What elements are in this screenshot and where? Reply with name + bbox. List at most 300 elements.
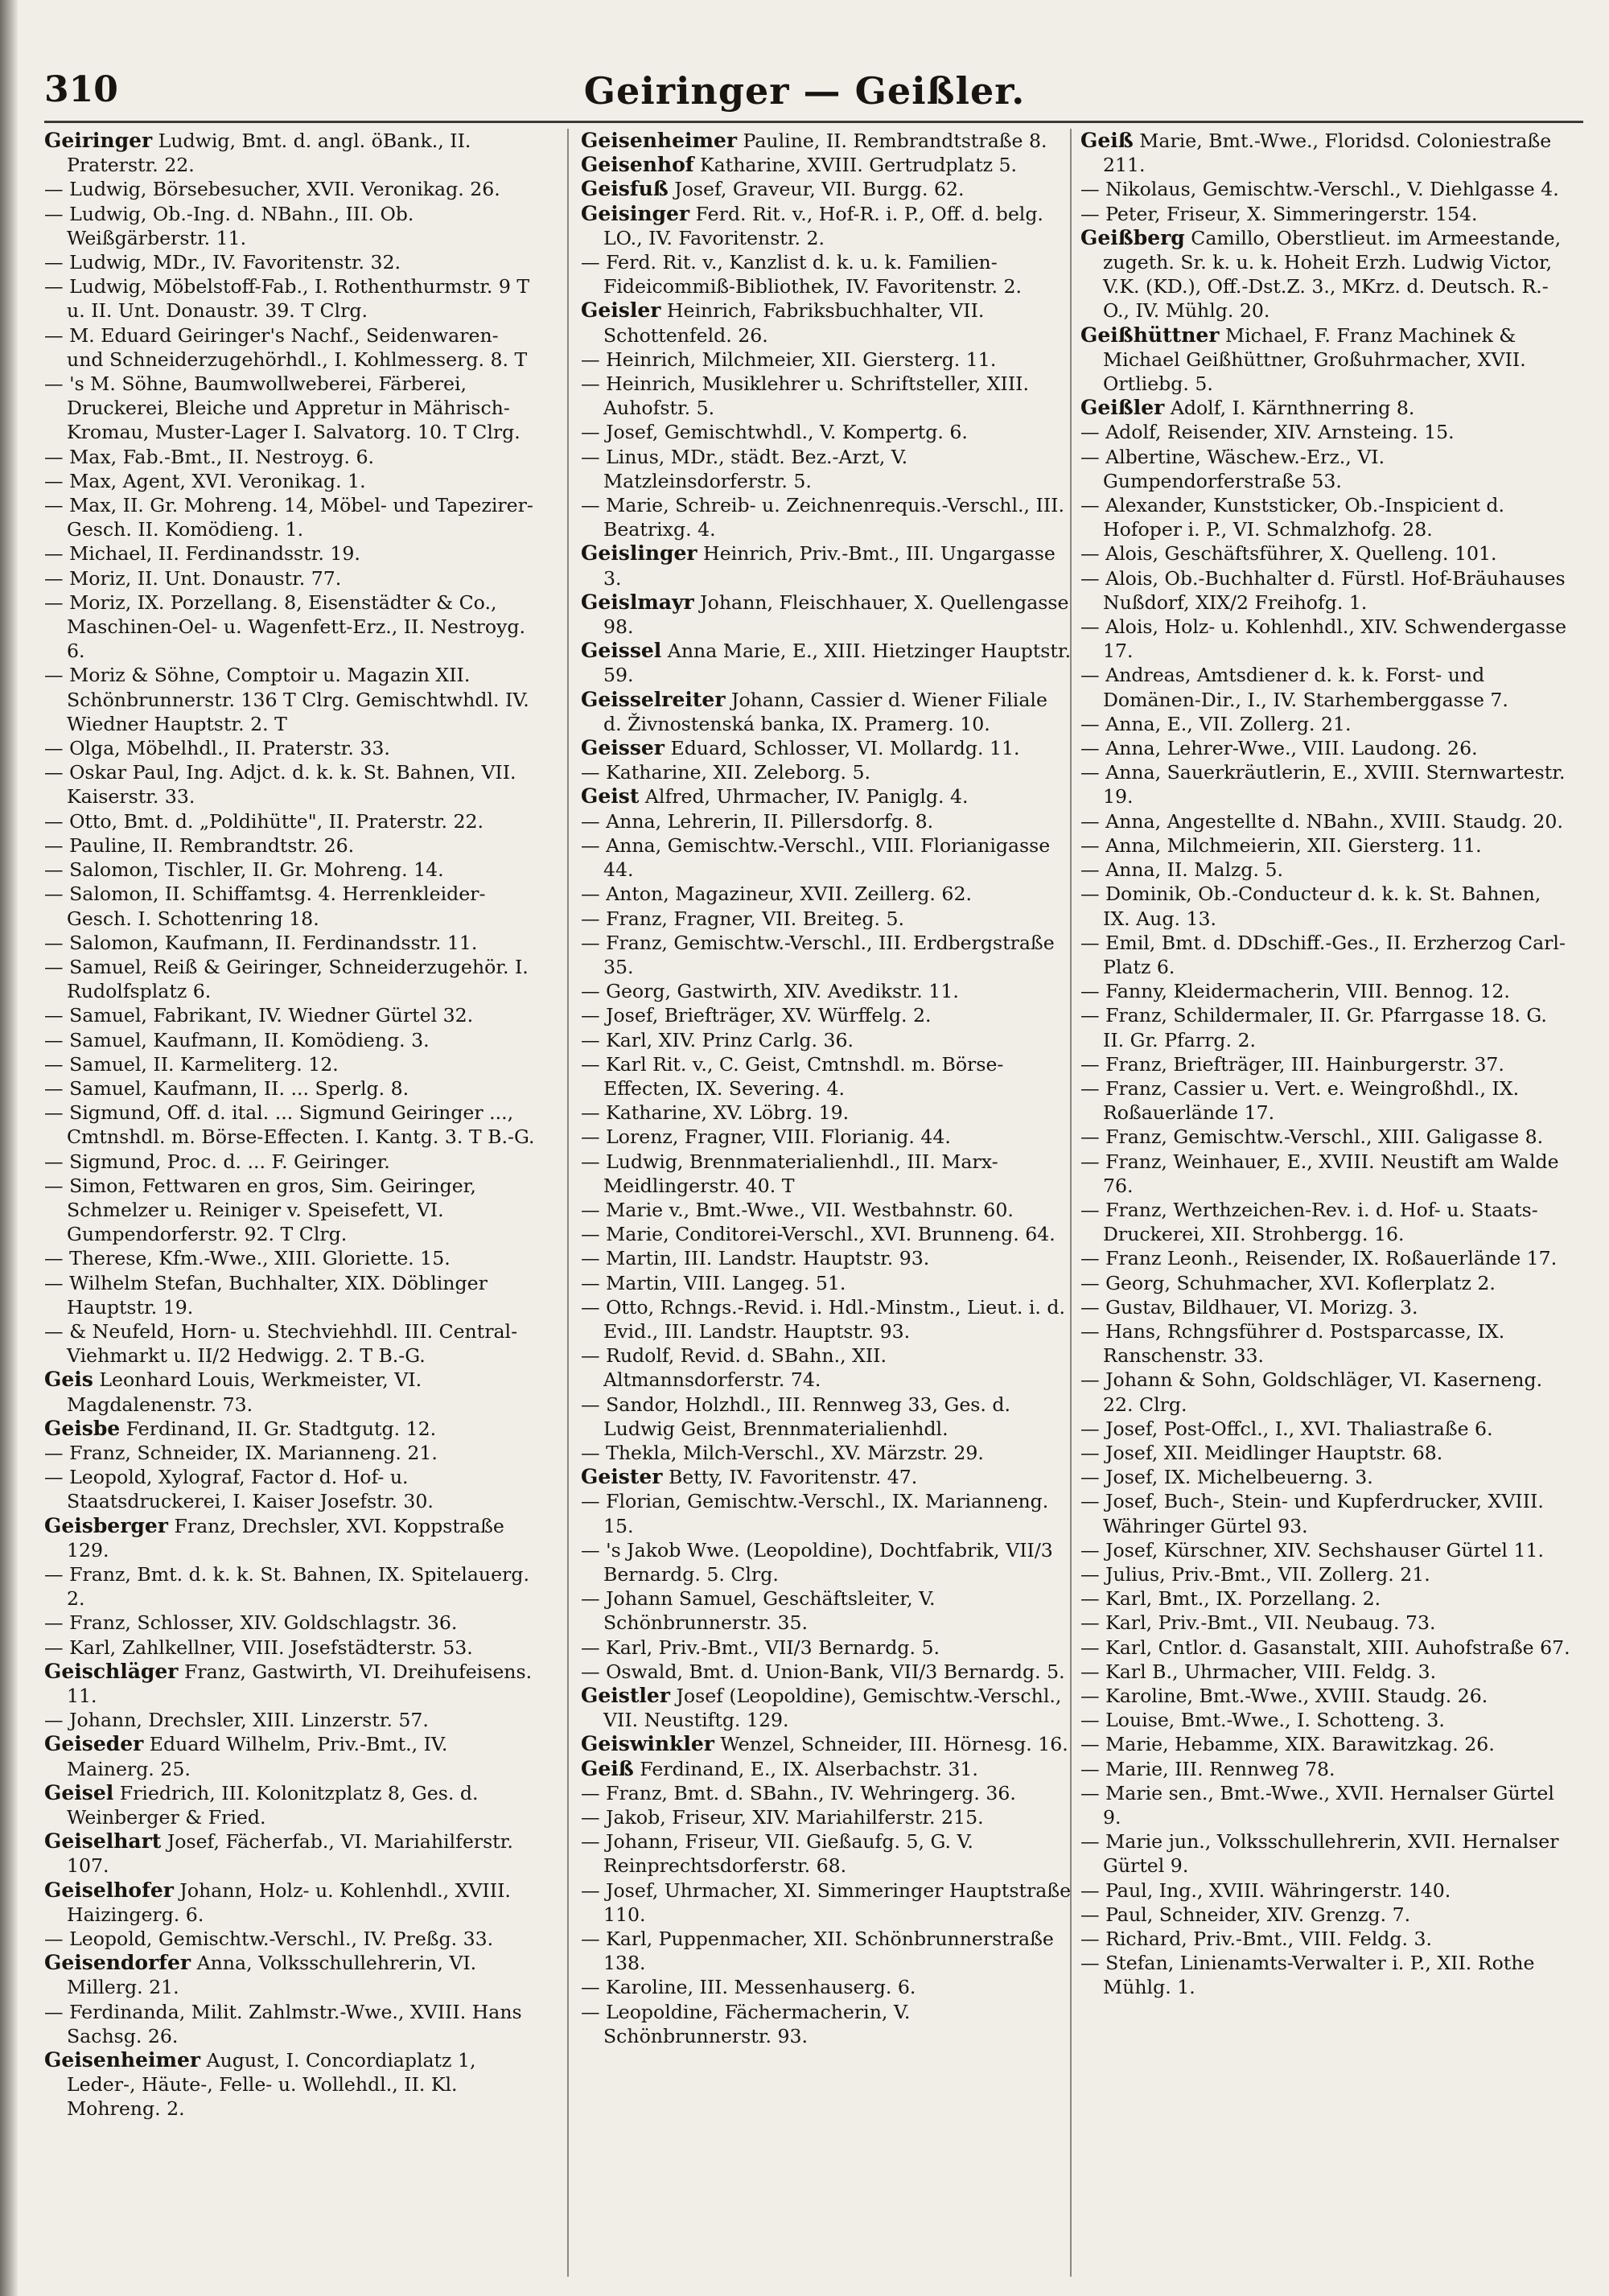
directory-entry [1080,1246,1571,1270]
directory-entry [1080,1903,1571,1927]
entry-text: — Nikolaus, Gemischtw.-Verschl., V. Diehlgasse 4. [1080,178,1559,201]
directory-entry [44,1465,535,1513]
directory-entry [44,1368,535,1416]
entry-text: — Rudolf, Revid. d. SBahn., XII. Altmannsdorferstr. 74. [581,1344,887,1392]
running-title: Geiringer — Geißler. [583,69,1026,113]
entry-text: — Marie sen., Bmt.-Wwe., XVII. Hernalser Gürtel 9. [1080,1781,1554,1829]
entry-text: Anna, Volksschullehrerin, VI. Millerg. 21. [67,1952,477,1999]
directory-entry [44,736,535,760]
entry-text: — Ludwig, Börsebesucher, XVII. Veronikag. 26. [44,178,500,201]
directory-entry [581,298,1072,347]
entry-text: Josef, Fächerfab., VI. Mariahilferstr. 107. [67,1830,513,1878]
directory-entry [581,1636,1072,1660]
entry-text: — Franz, Briefträger, III. Hainburgerstr. 37. [1080,1052,1504,1076]
entry-text: — Ludwig, Möbelstoff-Fab., I. Rothenthurmstr. 9 T u. II. Unt. Donaustr. 39. T Clrg. [44,275,530,323]
entry-text: — Marie jun., Volksschullehrerin, XVII. Hernalser Gürtel 9. [1080,1830,1559,1878]
directory-entry [1080,493,1571,541]
directory-entry [581,1781,1072,1805]
entry-text: — Sandor, Holzhdl., III. Rennweg 33, Ges. d. Ludwig Geist, Brennmaterialienhdl. [581,1393,1010,1440]
entry-text: — Paul, Schneider, XIV. Grenzg. 7. [1080,1903,1411,1926]
entry-text: — Oskar Paul, Ing. Adjct. d. k. k. St. Bahnen, VII. Kaiserstr. 33. [44,761,516,809]
entry-text: — Marie, Conditorei-Verschl., XVI. Brunneng. 64. [581,1223,1056,1246]
directory-entry [1080,1757,1571,1781]
directory-entry [1080,1150,1571,1198]
directory-entry [44,882,535,930]
entry-text: Anna Marie, E., XIII. Hietzinger Hauptstr. 59. [603,640,1072,687]
directory-entry [44,541,535,566]
entry-text: — Josef, Gemischtwhdl., V. Kompertg. 6. [581,421,968,444]
entry-text: Marie, Bmt.-Wwe., Floridsd. Coloniestraße 211. [1103,130,1552,177]
directory-entry [44,177,535,201]
entry-surname: Geisendorfer [44,1951,191,1975]
directory-entry [1080,1489,1571,1537]
directory-entry [44,1951,535,1999]
entry-text: — Franz, Bmt. d. SBahn., IV. Wehringerg. 36. [581,1781,1016,1804]
directory-entry [44,1514,535,1562]
directory-entry [581,1003,1072,1027]
entry-text: — Samuel, Fabrikant, IV. Wiedner Gürtel 32. [44,1004,474,1027]
entry-text: — Wilhelm Stefan, Buchhalter, XIX. Döblinger Hauptstr. 19. [44,1271,488,1319]
directory-entry [581,1829,1072,1878]
directory-entry [581,1246,1072,1270]
directory-entry [581,1052,1072,1101]
entry-text: — Karl, XIV. Prinz Carlg. 36. [581,1028,854,1051]
entry-text: — Johann & Sohn, Goldschläger, VI. Kaserneng. 22. Clrg. [1080,1368,1543,1416]
entry-surname: Geisbe [44,1416,121,1440]
directory-entry [44,274,535,323]
directory-entry [581,250,1072,298]
directory-entry [1080,1708,1571,1732]
directory-entry [581,1878,1072,1927]
directory-entry [44,1441,535,1465]
entry-text: — Linus, MDr., städt. Bez.-Arzt, V. Matzleinsdorferstr. 5. [581,445,908,492]
directory-entry [44,1076,535,1101]
directory-entry [44,1927,535,1951]
directory-entry [1080,1125,1571,1149]
directory-entry [44,1781,535,1829]
directory-entry [581,420,1072,444]
entry-text: — Max, II. Gr. Mohreng. 14, Möbel- und Tapezirer-Gesch. II. Komödieng. 1. [44,494,533,541]
entry-text: — Johann, Drechsler, XIII. Linzerstr. 57. [44,1709,429,1732]
entry-surname: Geisenheimer [581,129,738,152]
directory-entry [1080,712,1571,736]
entry-surname: Geiß [581,1756,634,1780]
entry-text: Camillo, Oberstlieut. im Armeestande, zugeth. Sr. k. u. k. Hoheit Erzh. Ludwig Victor, V.K. (KD.), Off.-Dst.Z. 3., MKrz. d. Deutsch. R.-O., IV. Mühlg. 20. [1103,226,1562,323]
directory-entry [581,1732,1072,1756]
entry-text: — Hans, Rchngsführer d. Postsparcasse, IX. Ranschenstr. 33. [1080,1319,1505,1368]
entry-surname: Geischläger [44,1659,179,1683]
entry-text: — Max, Fab.-Bmt., II. Nestroyg. 6. [44,445,374,468]
directory-entry [1080,1368,1571,1416]
entry-text: — Marie, III. Rennweg 78. [1080,1757,1335,1780]
directory-entry [1080,1684,1571,1708]
entry-text: — Martin, VIII. Langeg. 51. [581,1271,846,1294]
entry-text: Betty, IV. Favoritenstr. 47. [662,1466,918,1489]
entry-text: — Salomon, II. Schiffamtsg. 4. Herrenkleider-Gesch. I. Schottenring 18. [44,883,486,930]
entry-text: — Georg, Gastwirth, XIV. Avedikstr. 11. [581,980,959,1003]
entry-text: — M. Eduard Geiringer's Nachf., Seidenwaren- und Schneiderzugehörhdl., I. Kohlmesserg. 8. T [44,323,528,371]
entry-text: — Franz, Schneider, IX. Marianneng. 21. [44,1441,438,1464]
directory-entry [1080,420,1571,444]
entry-text: — Marie, Hebamme, XIX. Barawitzkag. 26. [1080,1733,1495,1756]
directory-entry [44,1708,535,1732]
header-rule [44,121,1583,123]
directory-entry [581,736,1072,760]
column-3 [1080,129,1571,2277]
directory-entry [581,1343,1072,1392]
entry-text: — Louise, Bmt.-Wwe., I. Schotteng. 3. [1080,1709,1445,1732]
directory-entry [44,809,535,833]
directory-entry [1080,1271,1571,1295]
directory-entry [1080,396,1571,420]
directory-entry [581,202,1072,250]
entry-text: Heinrich, Fabriksbuchhalter, VII. Schottenfeld. 26. [603,299,985,347]
directory-entry [1080,1076,1571,1125]
directory-entry [1080,1660,1571,1684]
entry-text: — Alois, Geschäftsführer, X. Quelleng. 101. [1080,542,1497,566]
entry-text: — Anna, Milchmeierin, XII. Giersterg. 11. [1080,833,1482,857]
entry-text: — Albertine, Wäschew.-Erz., VI. Gumpendorferstraße 53. [1080,445,1385,492]
entry-text: Eduard, Schlosser, VI. Mollardg. 11. [664,737,1020,760]
directory-entry [1080,1295,1571,1319]
entry-text: Josef, Graveur, VII. Burgg. 62. [668,178,965,201]
entry-text: August, I. Concordiaplatz 1, Leder-, Häute-, Felle- u. Wollehdl., II. Kl. Mohreng. 2. [67,2049,476,2121]
entry-text: — Leopoldine, Fächermacherin, V. Schönbrunnerstr. 93. [581,2000,911,2047]
entry-text: — Franz, Gemischtw.-Verschl., XIII. Galigasse 8. [1080,1125,1544,1149]
entry-text: — Pauline, II. Rembrandtstr. 26. [44,833,355,857]
entry-text: — Leopold, Gemischtw.-Verschl., IV. Preßg. 33. [44,1928,494,1951]
directory-entry [1080,202,1571,226]
directory-entry [1080,566,1571,615]
entry-text: — Karl, Priv.-Bmt., VII. Neubaug. 73. [1080,1611,1436,1635]
column-separator [567,129,569,2277]
entry-text: Ludwig, Bmt. d. angl. öBank., II. Praterstr. 22. [67,130,471,177]
directory-entry [44,590,535,664]
entry-text: — Oswald, Bmt. d. Union-Bank, VII/3 Bernardg. 5. [581,1660,1065,1683]
directory-entry [44,1028,535,1052]
entry-text: Josef (Leopoldine), Gemischtw.-Verschl., VII. Neustiftg. 129. [603,1685,1062,1732]
entry-text: — Heinrich, Milchmeier, XII. Giersterg. 11. [581,348,997,371]
entry-text: — Jakob, Friseur, XIV. Mariahilferstr. 215. [581,1806,984,1829]
page-edge-shadow [0,0,18,2296]
entry-text: — Otto, Rchngs.-Revid. i. Hdl.-Minstm., Lieut. i. d. Evid., III. Landstr. Hauptstr. 93. [581,1295,1065,1343]
entry-text: — Martin, III. Landstr. Hauptstr. 93. [581,1247,930,1270]
entry-text: Alfred, Uhrmacher, IV. Paniglg. 4. [639,785,969,809]
entry-text: — Anton, Magazineur, XVII. Zeillerg. 62. [581,883,972,906]
directory-entry [44,1829,535,1878]
entry-surname: Geister [581,1465,663,1489]
entry-text: — Katharine, XV. Löbrg. 19. [581,1101,850,1125]
directory-entry [44,1611,535,1635]
entry-text: — Karoline, Bmt.-Wwe., XVIII. Staudg. 26. [1080,1685,1488,1707]
entry-text: — Stefan, Linienamts-Verwalter i. P., XII. Rothe Mühlg. 1. [1080,1952,1535,1999]
directory-entry [1080,1927,1571,1951]
entry-text: Johann, Fleischhauer, X. Quellengasse 98. [603,590,1069,639]
entry-text: — Dominik, Ob.-Conducteur d. k. k. St. Bahnen, IX. Aug. 13. [1080,883,1541,930]
entry-text: — Otto, Bmt. d. „Poldihütte", II. Praterstr. 22. [44,809,484,833]
entry-surname: Geissel [581,639,662,663]
entry-text: — Peter, Friseur, X. Simmeringerstr. 154. [1080,202,1478,225]
entry-text: Pauline, II. Rembrandtstraße 8. [737,130,1047,152]
entry-text: — Ludwig, Brennmaterialienhdl., III. Marx-Meidlingerstr. 40. T [581,1150,998,1197]
entry-text: Friedrich, III. Kolonitzplatz 8, Ges. d. Weinberger & Fried. [67,1781,479,1829]
entry-text: — Franz, Schlosser, XIV. Goldschlagstr. 36. [44,1611,458,1635]
entry-text: — Florian, Gemischtw.-Verschl., IX. Marianneng. 15. [581,1490,1049,1537]
entry-text: Leonhard Louis, Werkmeister, VI. Magdalenenstr. 73. [67,1368,422,1416]
entry-text: — Fanny, Kleidermacherin, VIII. Bennog. 12. [1080,980,1510,1003]
directory-entry [581,1198,1072,1222]
directory-entry [1080,1732,1571,1756]
directory-entry [1080,760,1571,809]
entry-text: Eduard Wilhelm, Priv.-Bmt., IV. Mainerg. 25. [67,1733,448,1780]
entry-text: — Karoline, III. Messenhauserg. 6. [581,1976,916,1999]
directory-entry [44,202,535,250]
directory-entry [44,566,535,590]
entry-text: — Samuel, Kaufmann, II. Komödieng. 3. [44,1028,430,1051]
directory-entry [581,1295,1072,1343]
directory-entry [44,445,535,469]
directory-entry [1080,1319,1571,1368]
entry-text: — Ludwig, MDr., IV. Favoritenstr. 32. [44,251,401,274]
entry-text: Michael, F. Franz Machinek & Michael Geißhüttner, Großuhrmacher, XVII. Ortliebg. 5. [1103,323,1526,396]
directory-entry [1080,129,1571,177]
entry-surname: Geißberg [1080,225,1185,249]
directory-entry [581,493,1072,541]
entry-text: — Johann Samuel, Geschäftsleiter, V. Schönbrunnerstr. 35. [581,1587,936,1635]
entry-text: Franz, Gastwirth, VI. Dreihufeisens. 11. [67,1660,533,1707]
directory-entry [44,493,535,541]
entry-text: — Paul, Ing., XVIII. Währingerstr. 140. [1080,1878,1451,1902]
directory-entry [581,931,1072,979]
directory-entry [44,1878,535,1927]
entry-text: — Lorenz, Fragner, VIII. Florianig. 44. [581,1125,951,1149]
directory-entry [44,1319,535,1368]
directory-entry [581,1028,1072,1052]
directory-entry [44,833,535,858]
entry-text: — Franz Leonh., Reisender, IX. Roßauerlände 17. [1080,1247,1558,1270]
directory-entry [1080,226,1571,323]
directory-entry [1080,445,1571,493]
directory-entry [581,1125,1072,1149]
entry-surname: Geistler [581,1684,670,1707]
column-2 [581,129,1072,2277]
entry-text: — Josef, Post-Offcl., I., XVI. Thaliastraße 6. [1080,1417,1493,1440]
directory-entry [581,1927,1072,1975]
entry-text: — Leopold, Xylograf, Factor d. Hof- u. Staatsdruckerei, I. Kaiser Josefstr. 30. [44,1466,434,1513]
directory-entry [44,858,535,882]
entry-surname: Geisinger [581,201,690,225]
directory-entry [1080,1951,1571,1999]
entry-text: — Moriz, IX. Porzellang. 8, Eisenstädter & Co., Maschinen-Oel- u. Wagenfett-Erz., II. Nestroyg. 6. [44,590,525,663]
directory-entry [44,129,535,177]
entry-text: — Marie v., Bmt.-Wwe., VII. Westbahnstr. 60. [581,1198,1014,1221]
directory-entry [581,177,1072,201]
entry-text: — Samuel, Kaufmann, II. ... Sperlg. 8. [44,1076,409,1100]
entry-text: — Anna, II. Malzg. 5. [1080,858,1284,882]
entry-surname: Geisenhof [581,153,694,177]
entry-text: — Anna, Gemischtw.-Verschl., VIII. Florianigasse 44. [581,833,1051,882]
entry-surname: Geisler [581,298,661,323]
directory-entry [1080,1417,1571,1441]
entry-surname: Geist [581,784,640,809]
directory-entry [44,1052,535,1076]
entry-text: — 's M. Söhne, Baumwollweberei, Färberei, Druckerei, Bleiche und Appretur in Mährisch-Kromau, Muster-Lager I. Salvatorg. 10. T Clrg. [44,372,521,444]
directory-entry [581,979,1072,1003]
entry-text: — Anna, Sauerkräutlerin, E., XVIII. Sternwartestr. 19. [1080,761,1566,809]
entry-text: — Georg, Schuhmacher, XVI. Koflerplatz 2. [1080,1271,1496,1294]
entry-text: — Katharine, XII. Zeleborg. 5. [581,761,871,784]
entry-text: — Thekla, Milch-Verschl., XV. Märzstr. 29. [581,1441,984,1464]
directory-entry [1080,1052,1571,1076]
entry-text: — Franz, Schildermaler, II. Gr. Pfarrgasse 18. G. II. Gr. Pfarrg. 2. [1080,1004,1547,1051]
directory-entry [44,1660,535,1708]
entry-text: — Franz, Weinhauer, E., XVIII. Neustift am Walde 76. [1080,1150,1559,1197]
directory-entry [1080,1611,1571,1635]
entry-text: Ferdinand, II. Gr. Stadtgutg. 12. [120,1417,437,1440]
entry-text: Franz, Drechsler, XVI. Koppstraße 129. [67,1514,504,1562]
directory-entry [1080,1878,1571,1903]
entry-surname: Geiseder [44,1732,144,1756]
directory-entry [581,1465,1072,1489]
directory-entry [44,1562,535,1611]
entry-surname: Geisselreiter [581,687,726,711]
directory-entry [44,1246,535,1270]
entry-text: — Max, Agent, XVI. Veronikag. 1. [44,469,366,492]
entry-surname: Geiringer [44,129,153,152]
directory-entry [581,882,1072,906]
entry-text: — Simon, Fettwaren en gros, Sim. Geiringer, Schmelzer u. Reiniger v. Speisefett, VI. Gumpendorferstr. 92. T Clrg. [44,1174,476,1246]
directory-entry [1080,1562,1571,1586]
directory-entry [44,931,535,955]
directory-entry [1080,1636,1571,1660]
entry-text: — Johann, Friseur, VII. Gießaufg. 5, G. V. Reinprechtsdorferstr. 68. [581,1830,973,1878]
entry-text: — Salomon, Kaufmann, II. Ferdinandsstr. 11. [44,931,478,954]
directory-entry [44,1101,535,1149]
entry-surname: Geißhüttner [1080,323,1220,347]
entry-text: — Ferd. Rit. v., Kanzlist d. k. u. k. Familien-Fideicommiß-Bibliothek, IV. Favoritenstr. 2. [581,251,1023,298]
directory-entry [581,1975,1072,1999]
directory-entry [44,1636,535,1660]
directory-entry [1080,541,1571,566]
entry-surname: Geislinger [581,541,698,566]
entry-surname: Geisberger [44,1513,168,1537]
entry-text: Heinrich, Priv.-Bmt., III. Ungargasse 3. [603,542,1056,590]
directory-entry [581,372,1072,420]
entry-surname: Geiswinkler [581,1732,714,1756]
entry-text: — Sigmund, Proc. d. ... F. Geiringer. [44,1150,390,1173]
entry-text: — Franz, Gemischtw.-Verschl., III. Erdbergstraße 35. [581,931,1055,978]
directory-entry [1080,979,1571,1003]
entry-text: — Josef, IX. Michelbeuerng. 3. [1080,1466,1373,1489]
entry-surname: Geiselhart [44,1829,162,1854]
entry-text: — Gustav, Bildhauer, VI. Morizg. 3. [1080,1295,1418,1319]
entry-text: — Moriz, II. Unt. Donaustr. 77. [44,566,342,590]
entry-text: Katharine, XVIII. Gertrudplatz 5. [693,154,1018,177]
directory-entry [1080,1829,1571,1878]
entry-text: — Franz, Cassier u. Vert. e. Weingroßhdl., IX. Roßauerlände 17. [1080,1076,1520,1125]
directory-entry [1080,833,1571,858]
entry-text: — Josef, Buch-, Stein- und Kupferdrucker, XVIII. Währinger Gürtel 93. [1080,1490,1544,1537]
entry-text: — Josef, Uhrmacher, XI. Simmeringer Hauptstraße 110. [581,1878,1072,1926]
directory-entry [44,1417,535,1441]
entry-text: — Karl B., Uhrmacher, VIII. Feldg. 3. [1080,1660,1437,1683]
entry-text: — Heinrich, Musiklehrer u. Schriftsteller, XIII. Auhofstr. 5. [581,372,1029,420]
entry-text: — Karl, Puppenmacher, XII. Schönbrunnerstraße 138. [581,1928,1054,1975]
directory-entry [581,1150,1072,1198]
page-number: 310 [44,69,118,110]
directory-entry [44,1271,535,1319]
entry-surname: Geislmayr [581,590,694,614]
entry-text: — Emil, Bmt. d. DDschiff.-Ges., II. Erzherzog Carl-Platz 6. [1080,931,1566,978]
entry-text: — Ludwig, Ob.-Ing. d. NBahn., III. Ob. Weißgärberstr. 11. [44,202,414,249]
directory-entry [1080,1538,1571,1562]
directory-entry [1080,177,1571,201]
column-separator [1070,129,1072,2277]
entry-text: — Samuel, II. Karmeliterg. 12. [44,1052,339,1076]
entry-surname: Geiß [1080,129,1134,152]
directory-entry [581,2000,1072,2048]
entry-surname: Geisser [581,736,665,760]
directory-entry [581,541,1072,590]
entry-text: — & Neufeld, Horn- u. Stechviehhdl. III. Central-Viehmarkt u. II/2 Hedwigg. 2. T B.-G. [44,1319,518,1368]
directory-entry [581,129,1072,153]
entry-text: — Franz, Bmt. d. k. k. St. Bahnen, IX. Spitelauerg. 2. [44,1562,529,1611]
directory-entry [581,1684,1072,1732]
entry-text: — Karl, Zahlkellner, VIII. Josefstädterstr. 53. [44,1636,473,1659]
directory-entry [1080,615,1571,663]
directory-entry [581,833,1072,882]
directory-entry [581,907,1072,931]
entry-text: — Michael, II. Ferdinandsstr. 19. [44,542,360,566]
directory-entry [581,590,1072,639]
directory-entry [581,688,1072,736]
directory-entry [581,348,1072,372]
directory-entry [581,445,1072,493]
entry-surname: Geisenheimer [44,2048,201,2072]
directory-entry [44,955,535,1003]
directory-entry [581,1538,1072,1586]
entry-surname: Geis [44,1368,93,1392]
directory-entry [581,1393,1072,1441]
entry-text: — Karl, Priv.-Bmt., VII/3 Bernardg. 5. [581,1636,940,1659]
directory-entry [1080,736,1571,760]
entry-surname: Geisel [44,1780,114,1804]
directory-entry [44,469,535,493]
directory-entry [581,784,1072,809]
entry-text: — Adolf, Reisender, XIV. Arnsteing. 15. [1080,421,1455,444]
entry-text: — Alois, Ob.-Buchhalter d. Fürstl. Hof-Bräuhauses Nußdorf, XIX/2 Freihofg. 1. [1080,566,1566,614]
directory-entry [1080,663,1571,711]
entry-text: — Anna, E., VII. Zollerg. 21. [1080,712,1352,735]
directory-entry [581,153,1072,177]
directory-entry [1080,931,1571,979]
entry-text: — Moriz & Söhne, Comptoir u. Magazin XII. Schönbrunnerstr. 136 T Clrg. Gemischtwhdl. IV. Wiedner Hauptstr. 2. T [44,664,529,735]
entry-text: — Josef, Briefträger, XV. Würffelg. 2. [581,1004,932,1027]
entry-text: Johann, Cassier d. Wiener Filiale d. Živnostenská banka, IX. Pramerg. 10. [603,688,1047,735]
entry-text: — Julius, Priv.-Bmt., VII. Zollerg. 21. [1080,1562,1430,1586]
entry-text: — Samuel, Reiß & Geiringer, Schneiderzugehör. I. Rudolfsplatz 6. [44,955,529,1003]
entry-text: — 's Jakob Wwe. (Leopoldine), Dochtfabrik, VII/3 Bernardg. 5. Clrg. [581,1538,1053,1586]
entry-text: — Franz, Werthzeichen-Rev. i. d. Hof- u. Staats-Druckerei, XII. Strohbergg. 16. [1080,1198,1538,1246]
directory-entry [1080,809,1571,833]
entry-text: — Karl, Bmt., IX. Porzellang. 2. [1080,1587,1381,1611]
directory-entry [1080,1781,1571,1829]
entry-text: — Andreas, Amtsdiener d. k. k. Forst- und Domänen-Dir., I., IV. Starhemberggasse 7. [1080,664,1508,711]
entry-text: — Marie, Schreib- u. Zeichnenrequis.-Verschl., III. Beatrixg. 4. [581,494,1064,541]
directory-entry [44,323,535,372]
directory-entry [581,1489,1072,1537]
entry-text: — Richard, Priv.-Bmt., VIII. Feldg. 3. [1080,1928,1432,1951]
